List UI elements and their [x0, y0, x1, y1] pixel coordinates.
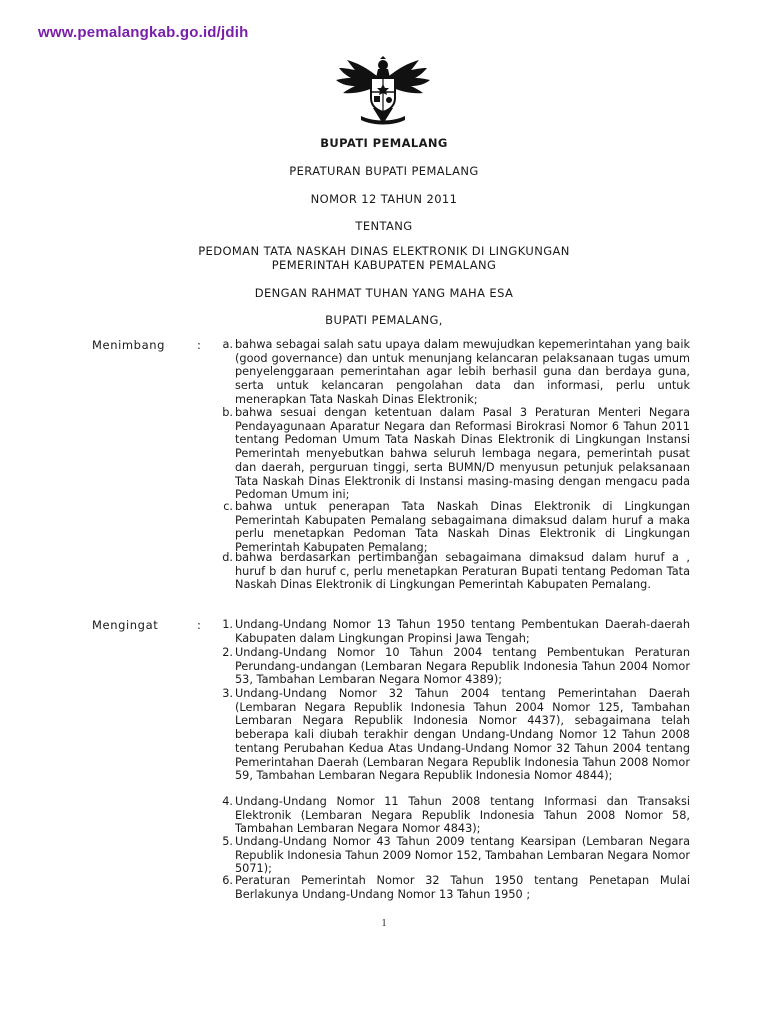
item-marker: 1. [222, 618, 233, 631]
blessing-line: DENGAN RAHMAT TUHAN YANG MAHA ESA [254, 286, 514, 300]
item-text: Peraturan Pemerintah Nomor 32 Tahun 1950 tentang Penetapan Mulai Berlakunya Undang-Undang Nomor 13 Tahun 1950 ; [235, 874, 690, 901]
item-marker: 3. [222, 687, 233, 700]
about-heading: TENTANG [355, 219, 413, 233]
item-marker: 2. [222, 646, 233, 659]
item-marker: b. [222, 406, 233, 419]
item-text: Undang-Undang Nomor 11 Tahun 2008 tentang Informasi dan Transaksi Elektronik (Lembaran Negara Republik Indonesia Tahun 2008 Nomor 58, Tambahan Lembaran Negara Nomor 4843); [235, 795, 690, 836]
item-text: bahwa sebagai salah satu upaya dalam mewujudkan kepemerintahan yang baik (good governance) dan untuk menunjang kelancaran pelaksanaan tugas umum penyelenggaraan pemerintahan agar lebih berhasil guna dan berdaya guna, serta untuk kelancaran pengolahan data dan informasi, perlu untuk menerapkan Tata Naskah Dinas Elektronik; [235, 338, 691, 406]
item-text: bahwa untuk penerapan Tata Naskah Dinas Elektronik di Lingkungan Pemerintah Kabupaten Pemalang sebagaimana dimaksud dalam huruf a maka perlu menetapkan Pedoman Tata Naskah Dinas Elektronik di Lingkungan Pemerintah Kabupaten Pemalang; [235, 500, 690, 555]
garuda-emblem-icon [333, 56, 433, 128]
regulation-title: PERATURAN BUPATI PEMALANG [289, 164, 479, 178]
item-marker: 4. [222, 795, 233, 808]
issuer-line: BUPATI PEMALANG, [325, 313, 443, 327]
regulation-subject: PEDOMAN TATA NASKAH DINAS ELEKTRONIK DI LINGKUNGAN PEMERINTAH KABUPATEN PEMALANG [198, 244, 570, 272]
item-text: bahwa berdasarkan pertimbangan sebagaimana dimaksud dalam huruf a , huruf b dan huruf c, perlu menetapkan Peraturan Bupati tentang Pedoman Tata Naskah Dinas Elektronik di Lingkungan Pemerintah Kabupaten Pemalang. [235, 551, 690, 592]
mengingat-colon: : [197, 618, 201, 632]
page-number: 1 [381, 918, 387, 929]
item-text: Undang-Undang Nomor 10 Tahun 2004 tentang Pembentukan Peraturan Perundang-undangan (Lembaran Negara Republik Indonesia Tahun 2004 Nomor 53, Tambahan Lembaran Negara Nomor 4389); [235, 646, 690, 687]
item-marker: d. [222, 551, 233, 564]
item-marker: 6. [222, 874, 233, 887]
item-marker: 5. [222, 835, 233, 848]
item-text: Undang-Undang Nomor 32 Tahun 2004 tentang Pemerintahan Daerah (Lembaran Negara Republik Indonesia Tahun 2004 Nomor 125, Tambahan Lembaran Negara Republik Indonesia Nomor 4437), sebagaimana telah beberapa kali diubah terakhir dengan Undang-Undang Nomor 12 Tahun 2008 tentang Perubahan Kedua Atas Undang-Undang Nomor 32 Tahun 2004 tentang Pemerintahan Daerah (Lembaran Negara Republik Indonesia Tahun 2008 Nomor 59, Tambahan Lembaran Negara Republik Indonesia Nomor 4844); [235, 687, 690, 783]
watermark-url: www.pemalangkab.go.id/jdih [38, 24, 249, 41]
regulation-number: NOMOR 12 TAHUN 2011 [310, 192, 458, 206]
menimbang-colon: : [197, 338, 201, 352]
item-text: Undang-Undang Nomor 13 Tahun 1950 tentang Pembentukan Daerah-daerah Kabupaten dalam Lingkungan Propinsi Jawa Tengah; [235, 618, 690, 645]
mengingat-label: Mengingat [92, 618, 159, 632]
item-marker: a. [222, 338, 233, 351]
item-marker: c. [223, 500, 233, 513]
office-title: BUPATI PEMALANG [320, 136, 448, 150]
item-text: bahwa sesuai dengan ketentuan dalam Pasal 3 Peraturan Menteri Negara Pendayagunaan Aparatur Negara dan Reformasi Birokrasi Nomor 6 Tahun 2011 tentang Pedoman Umum Tata Naskah Dinas Elektronik di Lingkungan Instansi Pemerintah menyebutkan bahwa seluruh lembaga negara, pemerintah pusat dan daerah, perguruan tinggi, serta BUMN/D menyusun petunjuk pelaksanaan Tata Naskah Dinas Elektronik di Instansi masing-masing dengan mengacu pada Pedoman Umum ini; [235, 406, 690, 502]
menimbang-label: Menimbang [92, 338, 166, 352]
item-text: Undang-Undang Nomor 43 Tahun 2009 tentang Kearsipan (Lembaran Negara Republik Indonesia Tahun 2009 Nomor 152, Tambahan Lembaran Negara Nomor 5071); [235, 835, 690, 876]
